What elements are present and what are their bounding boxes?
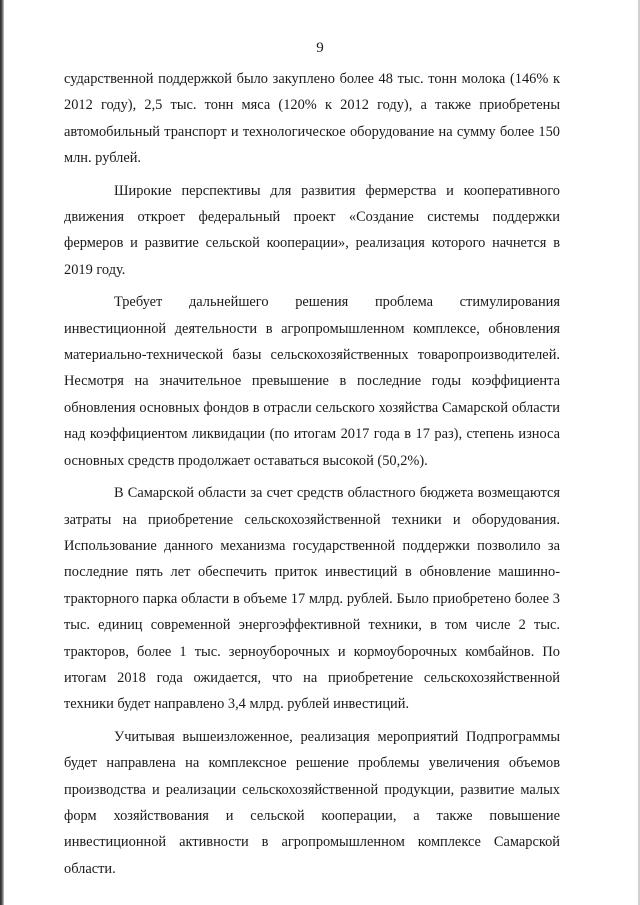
paragraph-machinery-support: В Самарской области за счет средств областного бюджета возмещаются затраты на приобретение сельскохозяйственной техники и оборудования. Использование данного механизма государственной поддержки позволило за последние пять лет обеспечить приток инвестиций в обновление машинно-тракторного парка области в объеме 17 млрд. рублей. Было приобретено более 3 тыс. единиц современной энергоэффективной техники, в том числе 2 тыс. тракторов, более 1 тыс. зерноуборочных и кормоуборочных комбайнов. По итогам 2018 года ожидается, что на приобретение сельскохозяйственной техники будет направлено 3,4 млрд. рублей инвестиций. — [64, 485, 560, 713]
page-number: 9 — [316, 40, 324, 56]
paragraph-conclusion: Учитывая вышеизложенное, реализация мероприятий Подпрограммы будет направлена на комплексное решение проблемы увеличения объемов производства и реализации сельскохозяйственной продукции, развитие малых форм хозяйствования и сельской кооперации, а также повышение инвестиционной активности в агропромышленном комплексе Самарской области. — [64, 728, 560, 877]
scan-left-edge — [0, 0, 4, 905]
paragraph-continuation: сударственной поддержкой было закуплено более 48 тыс. тонн молока (146% к 2012 году), 2,5 тыс. тонн мяса (120% к 2012 году), а также приобретены автомобильный транспорт и технологическое оборудование на сумму более 150 млн. рублей. — [64, 71, 560, 167]
paragraph-farming-prospects: Широкие перспективы для развития фермерства и кооперативного движения откроет федеральный проект «Создание системы поддержки фермеров и развитие сельской кооперации», реализация которого начнется в 2019 году. — [64, 182, 560, 278]
paragraph-investment-problem: Требует дальнейшего решения проблема стимулирования инвестиционной деятельности в агропромышленном комплексе, обновления материально-технической базы сельскохозяйственных товаропроизводителей. Несмотря на значительное превышение в последние годы коэффициента обновления основных фондов в отрасли сельского хозяйства Самарской области над коэффициентом ликвидации (по итогам 2017 года в 17 раз), степень износа основных средств продолжает оставаться высокой (50,2%). — [64, 294, 560, 469]
document-body — [64, 66, 560, 888]
